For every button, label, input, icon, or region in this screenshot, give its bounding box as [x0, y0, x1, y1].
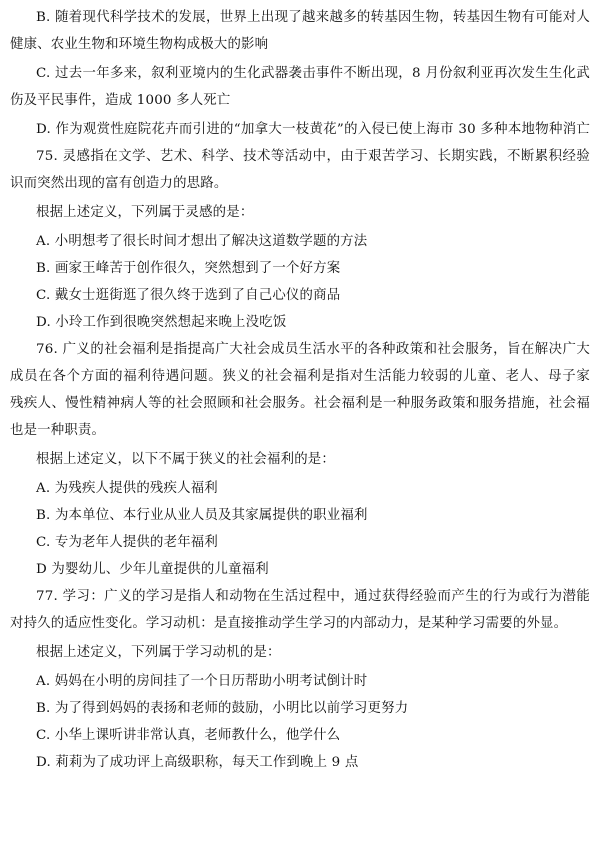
question-76-option-d: D 为婴幼儿、少年儿童提供的儿童福利: [36, 562, 269, 577]
question-76-option-c: C. 专为老年人提供的老年福利: [36, 535, 218, 550]
question-75-option-c: C. 戴女士逛街逛了很久终于选到了自己心仪的商品: [36, 288, 341, 303]
question-75-option-b: B. 画家王峰苦于创作很久，突然想到了一个好方案: [36, 261, 341, 276]
question-76-stem-continued: 残疾人、慢性精神病人等的社会照顾和社会服务。社会福利是一种服务政策和服务措施，社会福: [10, 396, 590, 411]
question-77-stem-continued: 对持久的适应性变化。学习动机：是直接推动学生学习的内部动力，是某种学习需要的外显。: [10, 616, 568, 631]
question-76-option-b: B. 为本单位、本行业从业人员及其家属提供的职业福利: [36, 508, 368, 523]
question-75-option-a: A. 小明想考了很长时间才想出了解决这道数学题的方法: [36, 234, 368, 249]
question-77-option-c: C. 小华上课听讲非常认真，老师教什么，他学什么: [36, 728, 341, 743]
question-75-stem-continued: 识而突然出现的富有创造力的思路。: [10, 176, 228, 191]
question-77-prompt: 根据上述定义，下列属于学习动机的是：: [36, 645, 281, 660]
text-line: C. 过去一年多来，叙利亚境内的生化武器袭击事件不断出现，8 月份叙利亚再次发生生化武: [36, 66, 590, 81]
question-76-stem-continued: 成员在各个方面的福利待遇问题。狭义的社会福利是指对生活能力较弱的儿童、老人、母子家: [10, 369, 590, 384]
question-77-option-b: B. 为了得到妈妈的表扬和老师的鼓励，小明比以前学习更努力: [36, 701, 409, 716]
text-line: 伤及平民事件，造成 1000 多人死亡: [10, 93, 231, 108]
question-77-stem: 77. 学习：广义的学习是指人和动物在生活过程中，通过获得经验而产生的行为或行为潜能: [36, 589, 590, 604]
question-76-option-a: A. 为残疾人提供的残疾人福利: [36, 481, 218, 496]
question-76-prompt: 根据上述定义，以下不属于狭义的社会福利的是：: [36, 452, 335, 467]
question-75-option-d: D. 小玲工作到很晚突然想起来晚上没吃饭: [36, 315, 287, 330]
question-76-stem-continued: 也是一种职责。: [10, 423, 106, 438]
question-77-option-a: A. 妈妈在小明的房间挂了一个日历帮助小明考试倒计时: [36, 674, 368, 689]
question-75-stem: 75. 灵感指在文学、艺术、科学、技术等活动中，由于艰苦学习、长期实践，不断累积经验: [36, 149, 590, 164]
text-line: 健康、农业生物和环境生物构成极大的影响: [10, 37, 269, 52]
question-76-stem: 76. 广义的社会福利是指提高广大社会成员生活水平的各种政策和社会服务，旨在解决广大: [36, 342, 590, 357]
question-75-prompt: 根据上述定义，下列属于灵感的是：: [36, 205, 254, 220]
text-line: B. 随着现代科学技术的发展，世界上出现了越来越多的转基因生物，转基因生物有可能对人: [36, 10, 590, 25]
text-line: D. 作为观赏性庭院花卉而引进的“加拿大一枝黄花”的入侵已使上海市 30 多种本地物种消亡: [36, 122, 590, 137]
question-77-option-d: D. 莉莉为了成功评上高级职称，每天工作到晚上 9 点: [36, 755, 359, 770]
